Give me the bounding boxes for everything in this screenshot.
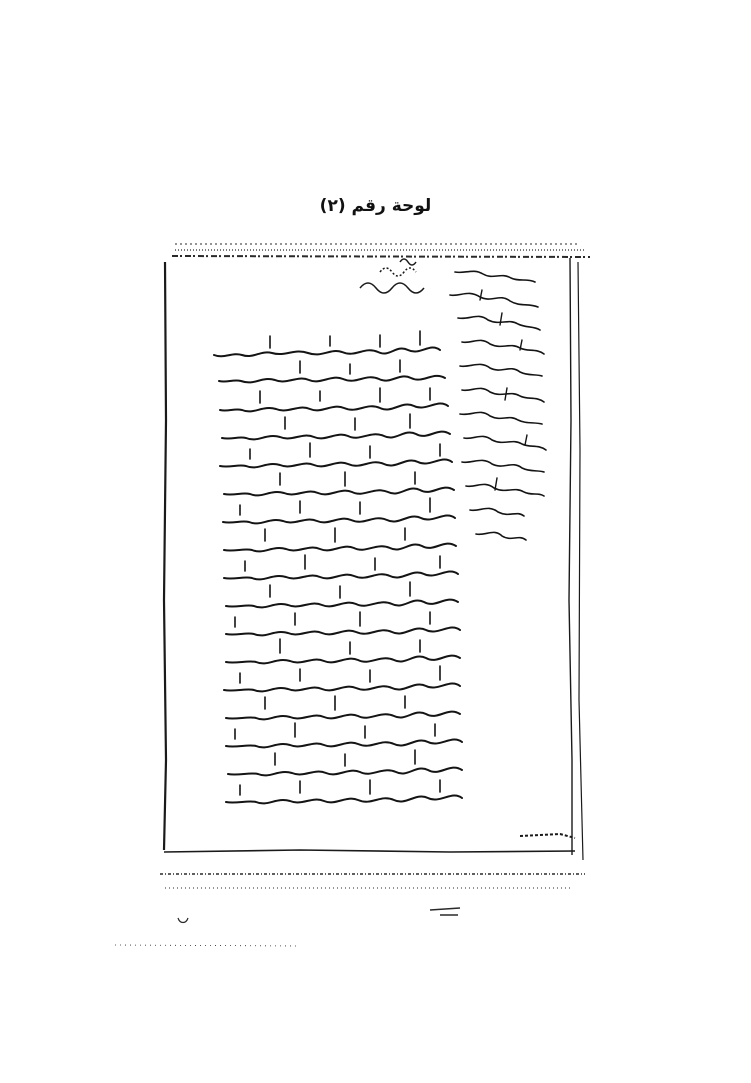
header-ornament bbox=[360, 259, 424, 293]
bottom-edge-noise bbox=[115, 874, 585, 946]
main-text-block bbox=[214, 331, 462, 803]
top-edge-noise bbox=[172, 244, 590, 257]
plate-title: لوحة رقم (٢) bbox=[319, 196, 432, 216]
margin-notes bbox=[450, 271, 546, 540]
